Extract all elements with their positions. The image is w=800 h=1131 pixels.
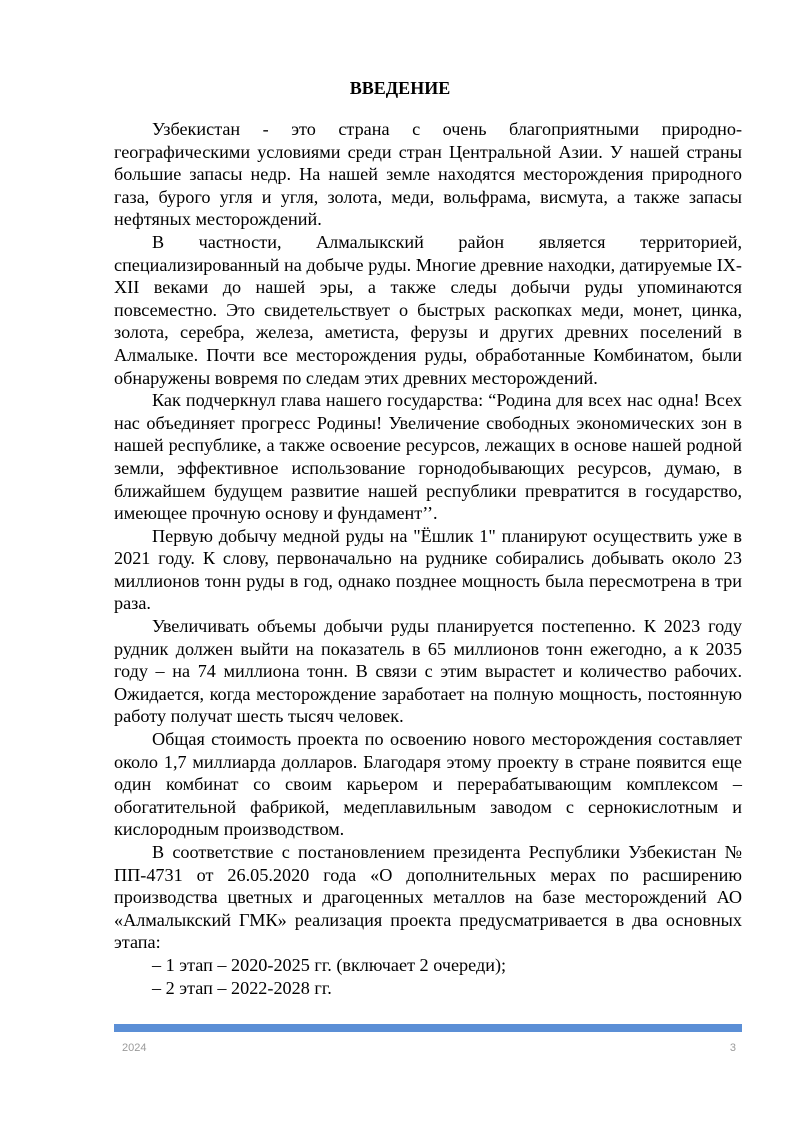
paragraph-1: Узбекистан - это страна с очень благоприятными природно-географическими условиями среди стран Центральной Азии. У нашей страны большие запасы недр. На нашей земле находятся месторождения природного газа, бурого угля и угля, золота, меди, вольфрама, висмута, а также запасы нефтяных месторождений.	[114, 119, 742, 230]
paragraph-4: Первую добычу медной руды на "Ёшлик 1" планируют осуществить уже в 2021 году. К слову, первоначально на руднике собирались добывать около 23 миллионов тонн руды в год, однако позднее мощность была пересмотрена в три раза.	[114, 525, 742, 614]
document-body	[114, 118, 742, 999]
list-item-stage-2: – 2 этап – 2022-2028 гг.	[152, 977, 332, 998]
page-number: 3	[729, 1042, 736, 1054]
list-item-stage-1: – 1 этап – 2020-2025 гг. (включает 2 очереди);	[152, 954, 507, 975]
footer-year: 2024	[122, 1042, 147, 1054]
paragraph-6: Общая стоимость проекта по освоению нового месторождения составляет около 1,7 миллиарда долларов. Благодаря этому проекту в стране появится еще один комбинат со своим карьером и перерабатывающим комплексом – обогатительной фабрикой, медеплавильным заводом с сернокислотным и кислородным производством.	[114, 729, 742, 840]
paragraph-7: В соответствие с постановлением президента Республики Узбекистан № ПП-4731 от 26.05.2020 года «О дополнительных мерах по расширению производства цветных и драгоценных металлов на базе месторождений АО «Алмалыкский ГМК» реализация проекта предусматривается в два основных этапа:	[114, 842, 742, 953]
paragraph-5: Увеличивать объемы добычи руды планируется постепенно. К 2023 году рудник должен выйти на показатель в 65 миллионов тонн ежегодно, а к 2035 году – на 74 миллиона тонн. В связи с этим вырастет и количество рабочих. Ожидается, когда месторождение заработает на полную мощность, постоянную работу получат шесть тысяч человек.	[114, 616, 742, 727]
page-title: ВВЕДЕНИЕ	[349, 78, 451, 98]
paragraph-3: Как подчеркнул глава нашего государства: “Родина для всех нас одна! Всех нас объединяет прогресс Родины! Увеличение свободных экономических зон в нашей республике, а также освоение ресурсов, лежащих в основе нашей родной земли, эффективное использование горнодобывающих ресурсов, думаю, в ближайшем будущем развитие нашей республики превратится в государство, имеющее прочную основу и фундамент’’.	[114, 390, 742, 524]
paragraph-2: В частности, Алмалыкский район является территорией, специализированный на добыче руды. Многие древние находки, датируемые IX-XII веками до нашей эры, а также следы добычи руды упоминаются повсеместно. Это свидетельствует о быстрых раскопках меди, монет, цинка, золота, серебра, железа, аметиста, ферузы и других древних поселений в Алмалыке. Почти все месторождения руды, обработанные Комбинатом, были обнаружены вовремя по следам этих древних месторождений.	[114, 231, 742, 388]
footer-rule	[114, 1024, 742, 1032]
